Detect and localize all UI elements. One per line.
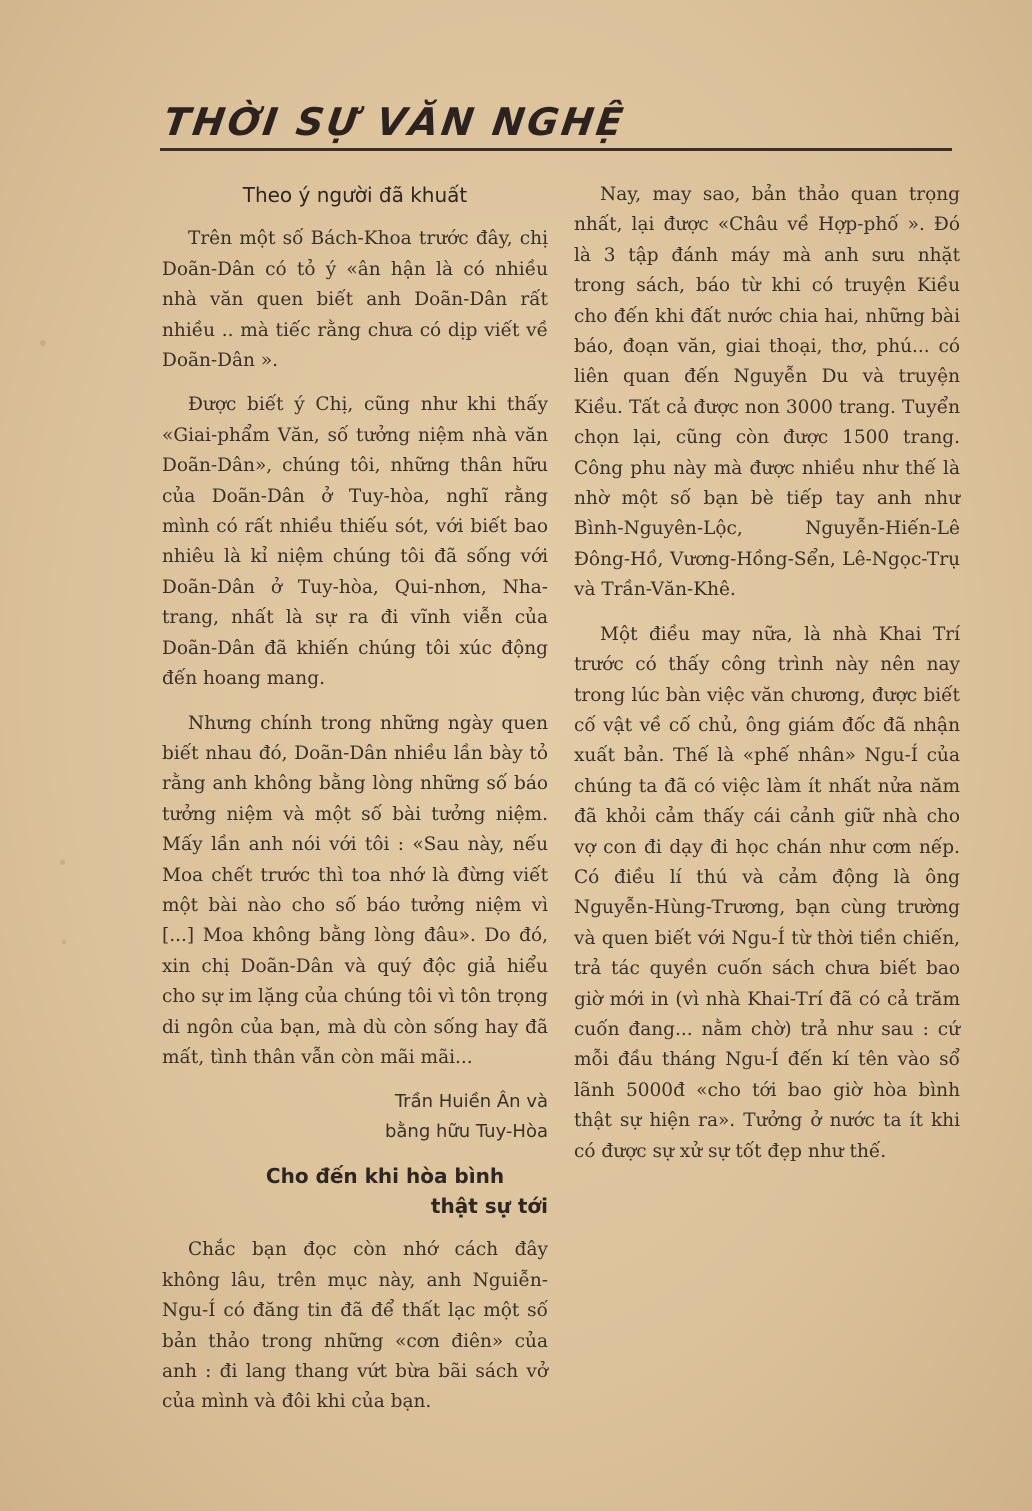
article2-paragraph: Một điều may nữa, là nhà Khai Trí trước có thấy công trình này nên nay trong lúc bàn việc văn chương, được biết cố vật về cố chủ, ông giám đốc đã nhận xuất bản. Thế là «phế nhân» Ngu-Í của chúng ta đã có việc làm ít nhất nửa năm đã khỏi cảm thấy cái cảnh giữ nhà cho vợ con đi dạy đi học chán như cơm nếp. Có điều lí thú và cảm động là ông Nguyễn-Hùng-Trương, bạn cùng trường và quen biết với Ngu-Í từ thời tiền chiến, trả tác quyền cuốn sách chưa biết bao giờ mới in (vì nhà Khai-Trí đã có cả trăm cuốn đang... nằm chờ) trả như sau : cứ mỗi đầu tháng Ngu-Í đến kí tên vào sổ lãnh 5000đ «cho tới bao giờ hòa bình thật sự hiện ra». Tưởng ở nước ta ít khi có được sự xử sự tốt đẹp như thế. (574, 623, 960, 1162)
left-column (162, 180, 548, 1432)
article2-title-line: Cho đến khi hòa bình (265, 1164, 505, 1189)
article2-title (162, 1161, 548, 1221)
article1-title: Theo ý người đã khuất (242, 183, 468, 207)
section-masthead: THỜI SỰ VĂN NGHỆ (160, 100, 629, 144)
article1-signature (162, 1087, 548, 1147)
masthead-rule (160, 148, 952, 151)
right-column (574, 180, 960, 1181)
signature-line: bằng hữu Tuy-Hòa (384, 1121, 548, 1143)
article2-paragraph: Nay, may sao, bản thảo quan trọng nhất, lại được «Châu về Hợp-phố ». Đó là 3 tập đánh máy mà anh sưu nhặt trong sách, báo từ khi có truyện Kiều cho đến khi đất nước chia hai, những bài báo, đoạn văn, giai thoại, thơ, phú... có liên quan đến Nguyễn Du và truyện Kiều. Tất cả được non 3000 trang. Tuyển chọn lại, cũng còn được 1500 trang. Công phu này mà được nhiều như thế là nhờ một số bạn bè tiếp tay anh như Bình-Nguyên-Lộc, Nguyễn-Hiến-Lê Đông-Hồ, Vương-Hồng-Sển, Lê-Ngọc-Trụ và Trần-Văn-Khê. (574, 184, 960, 601)
article1-paragraph: Trên một số Bách-Khoa trước đây, chị Doãn-Dân có tỏ ý «ân hận là có nhiều nhà văn quen biết anh Doãn-Dân rất nhiều .. mà tiếc rằng chưa có dịp viết về Doãn-Dân ». (162, 228, 548, 372)
article1-paragraph: Được biết ý Chị, cũng như khi thấy «Giai-phẩm Văn, số tưởng niệm nhà văn Doãn-Dân», chúng tôi, những thân hữu của Doãn-Dân ở Tuy-hòa, nghĩ rằng mình có rất nhiều thiếu sót, với biết bao nhiêu là kỉ niệm chúng tôi đã sống với Doãn-Dân ở Tuy-hòa, Qui-nhơn, Nha-trang, nhất là sự ra đi vĩnh viễn của Doãn-Dân đã khiến chúng tôi xúc động đến hoang mang. (162, 394, 548, 690)
article2-title-line: thật sự tới (430, 1194, 548, 1219)
signature-line: Trần Huiền Ân và (394, 1091, 548, 1113)
article1-paragraph: Nhưng chính trong những ngày quen biết nhau đó, Doãn-Dân nhiều lần bày tỏ rằng anh không bằng lòng những số báo tưởng niệm và một số bài tưởng niệm. Mấy lần anh nói với tôi : «Sau này, nếu Moa chết trước thì toa nhớ là đừng viết một bài nào cho số báo tưởng niệm vì [...] Moa không bằng lòng đâu». Do đó, xin chị Doãn-Dân và quý độc giả hiểu cho sự im lặng của chúng tôi vì tôn trọng di ngôn của bạn, mà dù còn sống hay đã mất, tình thân vẫn còn mãi mãi... (162, 712, 548, 1068)
article2-paragraph: Chắc bạn đọc còn nhớ cách đây không lâu, trên mục này, anh Nguiễn-Ngu-Í có đăng tin đã để thất lạc một số bản thảo trong những «cơn điên» của anh : đi lang thang vứt bừa bãi sách vở của mình và đôi khi của bạn. (162, 1239, 548, 1413)
